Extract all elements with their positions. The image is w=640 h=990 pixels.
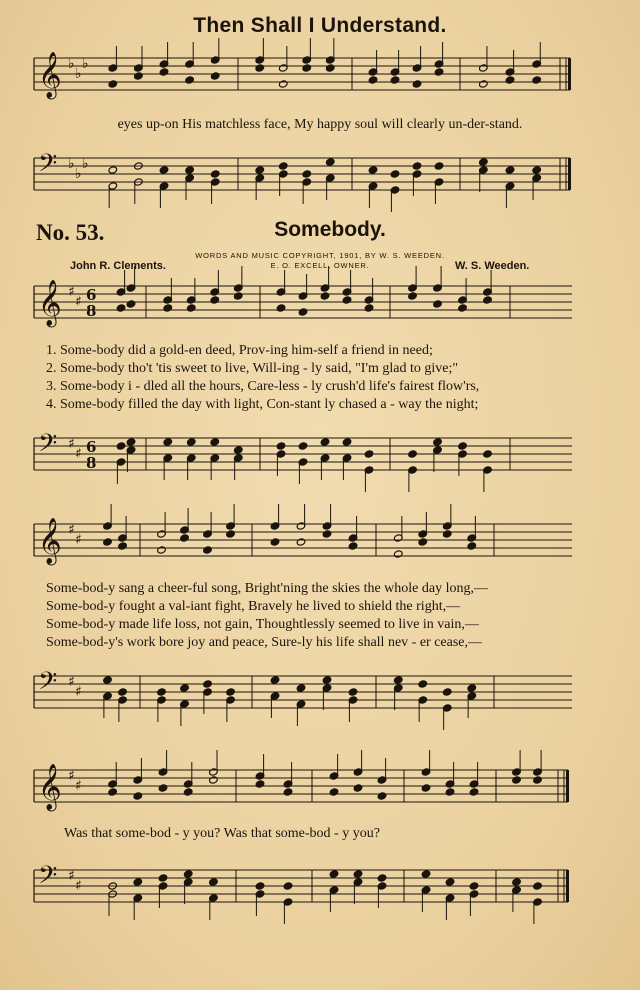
final-barline-thick <box>566 770 569 802</box>
flat-icon: ♭ <box>68 156 75 172</box>
bass-clef-icon: 𝄢 <box>38 429 58 464</box>
notehead <box>233 292 243 300</box>
notehead <box>276 304 286 312</box>
notehead <box>270 538 280 546</box>
final-barline-thick <box>566 870 569 902</box>
notehead <box>483 450 493 458</box>
notehead <box>434 162 444 170</box>
time-signature-top: 6 <box>86 286 97 304</box>
notehead <box>209 776 219 784</box>
notehead <box>325 64 335 72</box>
notehead <box>185 76 195 84</box>
notehead <box>163 438 173 446</box>
notehead <box>458 304 468 312</box>
notehead <box>209 878 219 886</box>
notehead <box>483 296 493 304</box>
notehead <box>348 542 358 550</box>
treble-clef-icon: 𝄞 <box>38 518 62 564</box>
notehead <box>532 166 542 174</box>
flat-icon: ♭ <box>68 56 75 72</box>
notehead <box>302 64 312 72</box>
verse-line-3a: 3. Some-body i - dled all the hours, Care-less - ly crush'd life's fairest flow'rs, <box>46 379 480 394</box>
notehead <box>103 538 113 546</box>
notehead <box>108 788 118 796</box>
notehead <box>412 80 422 88</box>
sharp-icon: ♯ <box>68 768 75 784</box>
notehead <box>325 158 335 166</box>
notehead <box>134 72 144 80</box>
treble-clef-icon: 𝄞 <box>38 52 62 98</box>
sharp-icon: ♯ <box>75 778 82 794</box>
sharp-icon: ♯ <box>68 868 75 884</box>
notehead <box>469 788 479 796</box>
verse-line-1a: 1. Some-body did a gold-en deed, Prov-ing him-self a friend in need; <box>46 343 433 358</box>
notehead <box>467 684 477 692</box>
flat-icon: ♭ <box>75 166 82 182</box>
copyright-line-1: WORDS AND MUSIC COPYRIGHT, 1901, BY W. S. WEEDEN. <box>195 251 445 260</box>
notehead <box>283 788 293 796</box>
notehead <box>364 304 374 312</box>
notehead <box>255 166 265 174</box>
time-signature-top: 6 <box>86 438 97 456</box>
notehead <box>226 688 236 696</box>
notehead <box>320 438 330 446</box>
top-hymn-title: Then Shall I Understand. <box>193 14 447 37</box>
notehead <box>505 166 515 174</box>
notehead <box>442 530 452 538</box>
time-signature-bottom: 8 <box>86 454 97 472</box>
top-hymn-lyric: eyes up-on His matchless face, My happy soul will clearly un-der-stand. <box>117 117 523 132</box>
notehead <box>296 684 306 692</box>
notehead <box>421 870 431 878</box>
lyricist: John R. Clements. <box>70 260 166 272</box>
final-barline-thick <box>568 158 571 190</box>
notehead <box>368 166 378 174</box>
notehead <box>255 64 265 72</box>
notehead <box>116 304 126 312</box>
notehead <box>158 784 168 792</box>
notehead <box>412 162 422 170</box>
flat-icon: ♭ <box>82 156 89 172</box>
flat-icon: ♭ <box>75 66 82 82</box>
bass-clef-icon: 𝄢 <box>38 149 58 184</box>
notehead <box>390 170 400 178</box>
notehead <box>298 442 308 450</box>
notehead <box>467 542 477 550</box>
notehead <box>479 158 489 166</box>
notehead <box>505 76 515 84</box>
notehead <box>408 450 418 458</box>
notehead <box>445 878 455 886</box>
notehead <box>180 684 190 692</box>
notehead <box>390 76 400 84</box>
notehead <box>353 784 363 792</box>
notehead <box>159 68 169 76</box>
notehead <box>183 870 193 878</box>
notehead <box>255 882 265 890</box>
bass-clef-icon: 𝄢 <box>38 861 58 896</box>
notehead <box>255 780 265 788</box>
notehead <box>445 788 455 796</box>
notehead <box>533 776 543 784</box>
notehead <box>203 546 213 554</box>
notehead <box>270 676 280 684</box>
verse-line-2b: Some-bod-y fought a val-iant fight, Bravely he lived to shield the right,— <box>46 599 461 614</box>
treble-clef-icon: 𝄞 <box>38 764 62 810</box>
final-barline-thick <box>568 58 571 90</box>
notehead <box>329 788 339 796</box>
notehead <box>433 438 443 446</box>
notehead <box>348 688 358 696</box>
sharp-icon: ♯ <box>75 294 82 310</box>
notehead <box>377 792 387 800</box>
notehead <box>421 784 431 792</box>
sharp-icon: ♯ <box>68 284 75 300</box>
notehead <box>342 296 352 304</box>
hymn-title: Somebody. <box>274 218 386 241</box>
copyright-line-2: E. O. EXCELL, OWNER. <box>270 261 370 270</box>
notehead <box>183 788 193 796</box>
notehead <box>180 534 190 542</box>
notehead <box>118 688 128 696</box>
notehead <box>158 874 168 882</box>
treble-clef-icon: 𝄞 <box>38 280 62 326</box>
verse-line-4a: 4. Some-body filled the day with light, Con-stant ly chased a - way the night; <box>46 397 479 412</box>
notehead <box>126 300 136 308</box>
refrain-line: Was that some-bod - y you? Was that some-bod - y you? <box>64 826 380 841</box>
notehead <box>133 792 143 800</box>
verse-line-2a: 2. Some-body tho't 'tis sweet to live, Will-ing - ly said, "I'm glad to give;" <box>46 361 459 376</box>
notehead <box>368 76 378 84</box>
notehead <box>469 882 479 890</box>
verse-line-3b: Some-bod-y made life loss, not gain, Thoughtlessly seemed to live in vain,— <box>46 617 479 632</box>
notehead <box>353 870 363 878</box>
notehead <box>157 688 167 696</box>
notehead <box>283 882 293 890</box>
notehead <box>118 542 128 550</box>
flat-icon: ♭ <box>82 56 89 72</box>
notehead <box>322 676 332 684</box>
notehead <box>296 538 306 546</box>
notehead <box>342 438 352 446</box>
notehead <box>433 300 443 308</box>
notehead <box>393 550 403 558</box>
notehead <box>210 296 220 304</box>
sharp-icon: ♯ <box>75 878 82 894</box>
notehead <box>418 680 428 688</box>
notehead <box>329 870 339 878</box>
notehead <box>418 538 428 546</box>
notehead <box>210 170 220 178</box>
notehead <box>512 776 522 784</box>
notehead <box>203 680 213 688</box>
bass-clef-icon: 𝄢 <box>38 667 58 702</box>
hymn-number: No. 53. <box>36 220 105 245</box>
notehead <box>278 80 288 88</box>
notehead <box>458 442 468 450</box>
notehead <box>210 72 220 80</box>
time-signature-bottom: 8 <box>86 302 97 320</box>
notehead <box>233 446 243 454</box>
notehead <box>434 68 444 76</box>
notehead <box>377 874 387 882</box>
notehead <box>393 676 403 684</box>
verse-line-1b: Some-bod-y sang a cheer-ful song, Bright'ning the skies the whole day long,— <box>46 581 488 596</box>
notehead <box>302 170 312 178</box>
notehead <box>103 676 113 684</box>
notehead <box>364 450 374 458</box>
notehead <box>159 166 169 174</box>
notehead <box>133 878 143 886</box>
notehead <box>157 546 167 554</box>
notehead <box>186 438 196 446</box>
notehead <box>276 442 286 450</box>
sharp-icon: ♯ <box>75 532 82 548</box>
notehead <box>298 308 308 316</box>
sharp-icon: ♯ <box>68 522 75 538</box>
notehead <box>116 442 126 450</box>
sharp-icon: ♯ <box>75 446 82 462</box>
notehead <box>210 438 220 446</box>
notehead <box>533 882 543 890</box>
sharp-icon: ♯ <box>68 674 75 690</box>
notehead <box>163 304 173 312</box>
notehead <box>479 80 489 88</box>
notehead <box>532 76 542 84</box>
notehead <box>320 292 330 300</box>
verse-line-4b: Some-bod-y's work bore joy and peace, Sure-ly his life shall nev - er cease,— <box>46 635 482 650</box>
notehead <box>278 162 288 170</box>
notehead <box>512 878 522 886</box>
notehead <box>442 688 452 696</box>
notehead <box>126 438 136 446</box>
notehead <box>108 166 118 174</box>
notehead <box>322 530 332 538</box>
notehead <box>186 304 196 312</box>
notehead <box>185 166 195 174</box>
notehead <box>408 292 418 300</box>
notehead <box>226 530 236 538</box>
sharp-icon: ♯ <box>68 436 75 452</box>
sharp-icon: ♯ <box>75 684 82 700</box>
notehead <box>108 80 118 88</box>
composer: W. S. Weeden. <box>455 260 530 272</box>
